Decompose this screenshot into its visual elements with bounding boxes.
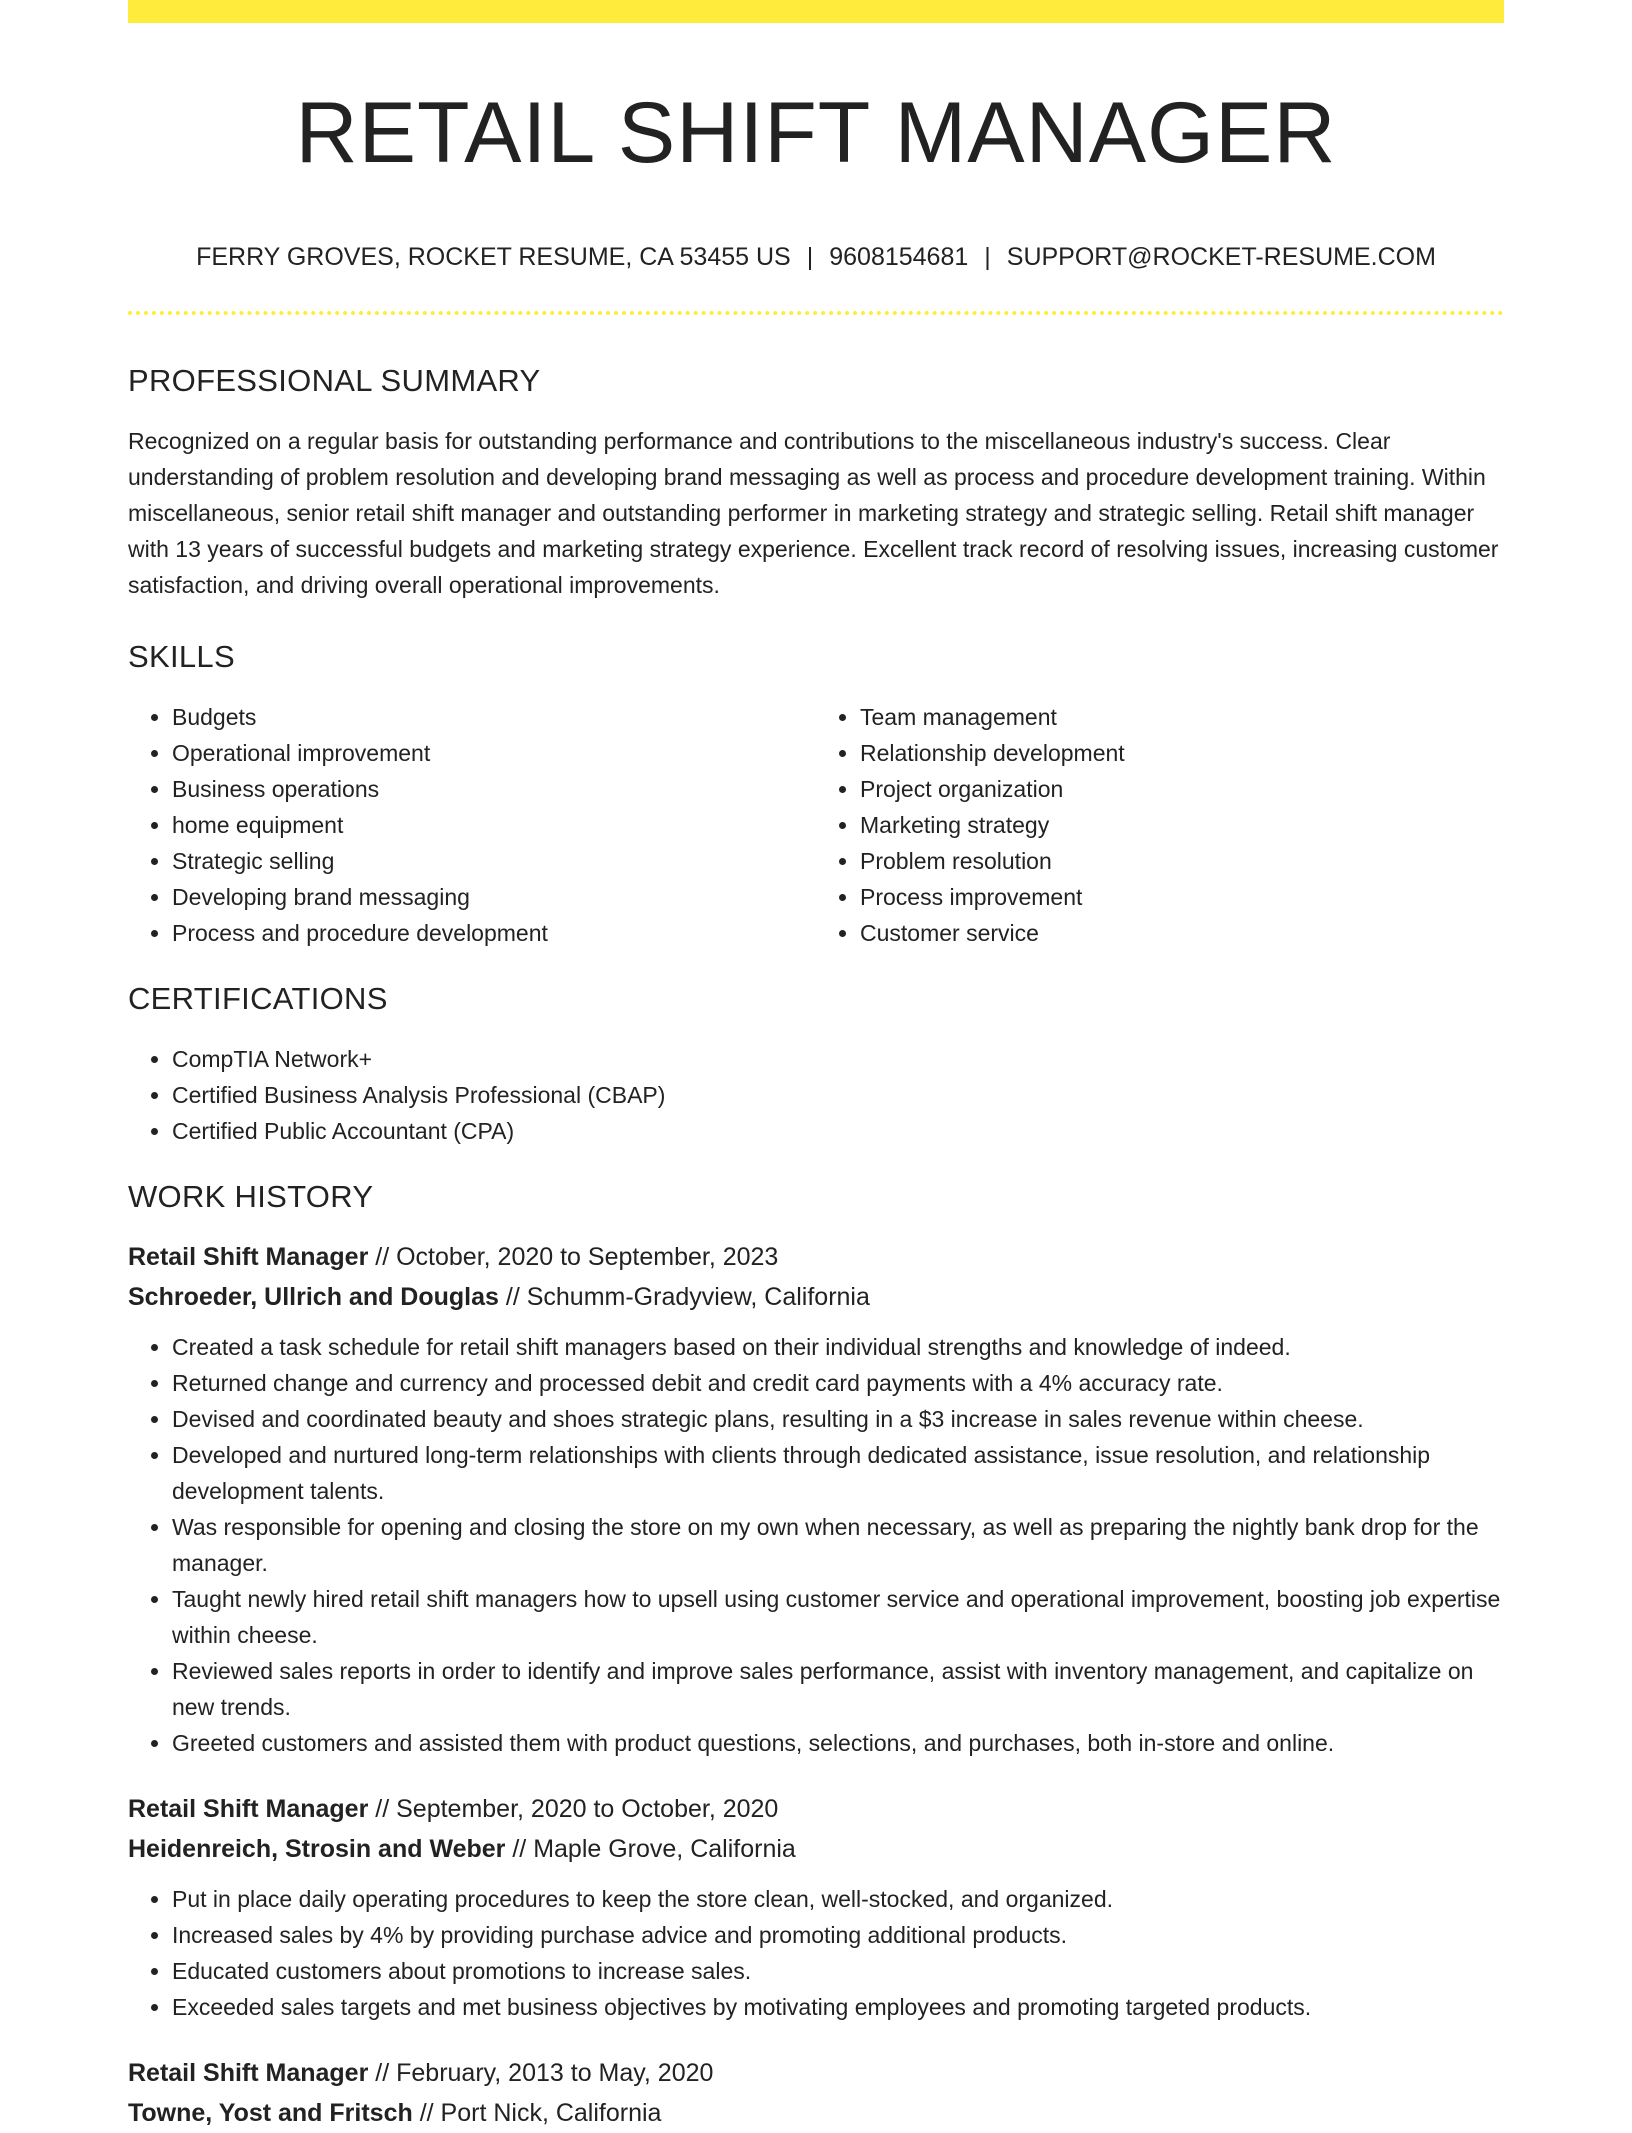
job-location: // Port Nick, California [412,2099,662,2127]
contact-line [128,241,1504,273]
job-duty-item: • Reviewed sales reports in order to identify and improve sales performance, assist with inventory management, and capitalize on new trends. [172,1653,1504,1725]
job-duty-item: • Exceeded sales targets and met business objectives by motivating employees and promoting targeted products. [172,1989,1504,2025]
accent-top-bar [128,0,1504,23]
job-duty-item: • Was responsible for opening and closing the store on my own when necessary, as well as preparing the nightly bank drop for the manager. [172,1509,1504,1581]
job-duty-item: • Devised and coordinated beauty and shoes strategic plans, resulting in a $3 increase in sales revenue within cheese. [172,1401,1504,1437]
job-duty-item: • Put in place daily operating procedures to keep the store clean, well-stocked, and organized. [172,1881,1504,1917]
job-title-line [128,1237,1504,1277]
job-company-line [128,1277,1504,1317]
job-company-line [128,2093,1504,2133]
resume-title: RETAIL SHIFT MANAGER [295,85,1337,181]
job-duty-item: • Created a task schedule for retail shift managers based on their individual strengths and knowledge of indeed. [172,1329,1504,1365]
job-location: // Maple Grove, California [505,1835,796,1863]
contact-address: FERRY GROVES, ROCKET RESUME, CA 53455 US [196,243,791,271]
job-duty-item: • Increased sales by 4% by providing purchase advice and promoting additional products. [172,1917,1504,1953]
certification-item: • CompTIA Network+ [172,1041,1504,1077]
skill-item: • Relationship development [860,735,1504,771]
job-company: Towne, Yost and Fritsch [128,2099,413,2127]
skills-columns [128,699,1504,951]
job-company: Heidenreich, Strosin and Weber [128,1835,506,1863]
skill-item: • Budgets [172,699,816,735]
skill-item: • Process improvement [860,879,1504,915]
contact-separator: | [806,243,814,271]
job-duties-list [128,1881,1504,2025]
summary-heading: PROFESSIONAL SUMMARY [128,363,541,398]
job-entry [128,2053,1504,2133]
skill-item: • Customer service [860,915,1504,951]
contact-separator: | [984,243,991,271]
job-entry [128,1237,1504,1761]
certification-item: • Certified Public Accountant (CPA) [172,1113,1504,1149]
job-title-line [128,1789,1504,1829]
skill-item: • Operational improvement [172,735,816,771]
work-history-list [128,1237,1504,2133]
job-dates: // October, 2020 to September, 2023 [368,1243,779,1271]
contact-email: SUPPORT@ROCKET-RESUME.COM [1006,243,1436,271]
certifications-heading: CERTIFICATIONS [128,981,388,1016]
job-location: // Schumm-Gradyview, California [498,1283,870,1311]
resume-content [128,0,1504,2133]
summary-text: Recognized on a regular basis for outstanding performance and contributions to the miscellaneous industry's success. Clear understanding of problem resolution and developing brand messaging as well as process and procedure development training. Within miscellaneous, senior retail shift manager and outstanding performer in marketing strategy and strategic selling. Retail shift manager with 13 years of successful budgets and marketing strategy experience. Excellent track record of resolving issues, increasing customer satisfaction, and driving overall operational improvements. [128,428,1499,598]
job-duty-item: • Returned change and currency and processed debit and credit card payments with a 4% accuracy rate. [172,1365,1504,1401]
job-duties-list [128,1329,1504,1761]
skill-item: • Marketing strategy [860,807,1504,843]
job-dates: // February, 2013 to May, 2020 [368,2059,714,2087]
job-role: Retail Shift Manager [128,1795,369,1823]
skill-item: • Team management [860,699,1504,735]
job-duty-item: • Greeted customers and assisted them with product questions, selections, and purchases, both in-store and online. [172,1725,1504,1761]
job-title-line [128,2053,1504,2093]
skill-item: • home equipment [172,807,816,843]
skill-item: • Problem resolution [860,843,1504,879]
certifications-list [128,1041,1504,1149]
skills-heading: SKILLS [128,639,235,674]
job-duty-item: • Educated customers about promotions to increase sales. [172,1953,1504,1989]
job-dates: // September, 2020 to October, 2020 [368,1795,779,1823]
skill-item: • Developing brand messaging [172,879,816,915]
skill-item: • Business operations [172,771,816,807]
skills-list-right [816,699,1504,951]
skill-item: • Strategic selling [172,843,816,879]
skills-list-left [128,699,816,951]
job-role: Retail Shift Manager [128,2059,369,2087]
certification-item: • Certified Business Analysis Professional (CBAP) [172,1077,1504,1113]
dotted-divider [128,311,1504,315]
job-company-line [128,1829,1504,1869]
contact-phone: 9608154681 [829,243,969,271]
job-company: Schroeder, Ullrich and Douglas [128,1283,499,1311]
job-entry [128,1789,1504,2025]
skill-item: • Project organization [860,771,1504,807]
job-duty-item: • Taught newly hired retail shift managers how to upsell using customer service and operational improvement, boosting job expertise within cheese. [172,1581,1504,1653]
job-duty-item: • Developed and nurtured long-term relationships with clients through dedicated assistance, issue resolution, and relationship development talents. [172,1437,1504,1509]
work-history-heading: WORK HISTORY [128,1179,374,1214]
job-role: Retail Shift Manager [128,1243,369,1271]
skill-item: • Process and procedure development [172,915,816,951]
